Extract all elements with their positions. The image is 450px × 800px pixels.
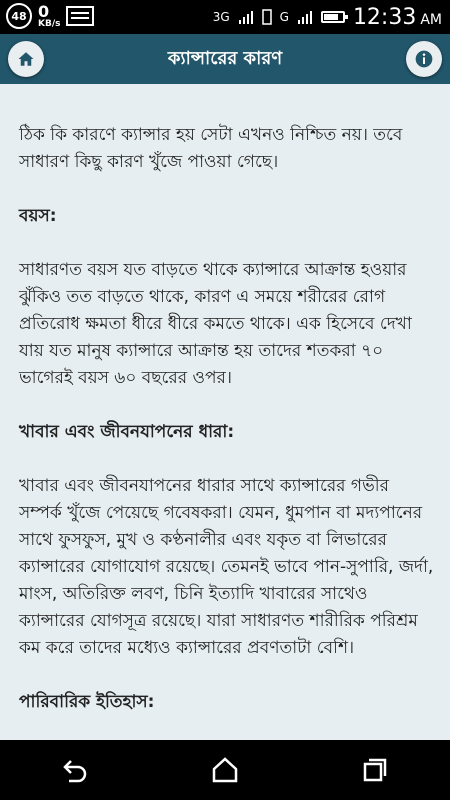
recents-icon [360, 755, 390, 785]
nav-back-button[interactable] [45, 740, 105, 800]
section-heading-lifestyle: খাবার এবং জীবনযাপনের ধারা: [19, 422, 235, 442]
home-outline-icon [210, 755, 240, 785]
article-body [19, 122, 434, 740]
battery-fill [324, 14, 338, 20]
image-icon [66, 6, 94, 26]
article-content[interactable] [0, 84, 450, 740]
info-icon [414, 49, 434, 69]
sim-icon [262, 9, 272, 25]
network-speed [38, 1, 61, 29]
app-bar [0, 34, 450, 84]
back-icon [60, 755, 90, 785]
net-speed-unit: KB/s [38, 18, 61, 29]
status-bar [0, 0, 450, 34]
page-title: ক্যান্সারের কারণ [167, 48, 283, 69]
home-icon [17, 50, 35, 68]
nav-recents-button[interactable] [345, 740, 405, 800]
status-right [213, 0, 442, 34]
clock-ampm: AM [420, 12, 442, 28]
navigation-bar [0, 740, 450, 800]
nav-home-button[interactable] [195, 740, 255, 800]
home-button[interactable] [8, 41, 44, 77]
status-left [6, 3, 94, 29]
clock-time: 12:33 [352, 4, 417, 30]
notification-badge: 48 [6, 3, 32, 29]
section-heading-age: বয়স: [19, 206, 57, 226]
network-type: 3G [212, 10, 230, 24]
data-indicator: G [279, 10, 289, 24]
info-button[interactable] [406, 41, 442, 77]
section-body-lifestyle: খাবার এবং জীবনযাপনের ধারার সাথে ক্যান্সারের গভীর সম্পর্ক খুঁজে পেয়েছে গবেষকরা। যেমন, ধুমপান বা মদ্যপানের সাথে ফুসফুস, মুখ ও কণ্ঠনালীর এবং যকৃত বা লিভারের ক্যান্সারের যোগাযোগ রয়েছে। তেমনই ভাবে পান-সুপারি, জর্দা, মাংস, অতিরিক্ত লবণ, চিনি ইত্যাদি খাবারের সাথেও ক্যান্সারের যোগসূত্র রয়েছে। যারা সাধারণত শারীরিক পরিশ্রম কম করে তাদের মধ্যেও ক্যান্সারের প্রবণতাটা বেশি। [19, 476, 434, 658]
signal-strength-icon [297, 9, 313, 25]
battery-icon [321, 11, 345, 23]
net-speed-value: 0 [38, 1, 50, 21]
section-heading-family: পারিবারিক ইতিহাস: [19, 692, 155, 712]
signal-icon [238, 9, 254, 25]
section-body-age: সাধারণত বয়স যত বাড়তে থাকে ক্যান্সারে আক্রান্ত হওয়ার ঝুঁকিও তত বাড়তে থাকে, কারণ এ সময়ে শরীরের রোগ প্রতিরোধ ক্ষমতা ধীরে ধীরে কমতে থাকে। এক হিসেবে দেখা যায় যত মানুষ ক্যান্সারে আক্রান্ত হয় তাদের শতকরা ৭০ ভাগেরই বয়স ৬০ বছরের ওপর। [19, 260, 412, 388]
intro-paragraph: ঠিক কি কারণে ক্যান্সার হয় সেটা এখনও নিশ্চিত নয়। তবে সাধারণ কিছু কারণ খুঁজে পাওয়া গেছে। [19, 125, 403, 172]
